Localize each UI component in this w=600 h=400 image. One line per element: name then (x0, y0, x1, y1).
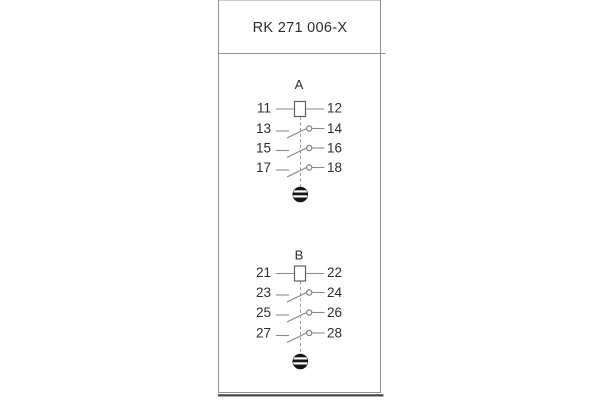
section-a-label: A (294, 77, 304, 92)
terminal-label: 27 (255, 325, 271, 341)
terminal-label: 13 (255, 121, 271, 136)
contact-row (256, 121, 343, 138)
terminal-label: 11 (256, 100, 271, 116)
contact-point-icon (307, 126, 312, 131)
terminal-label: 17 (255, 160, 271, 175)
indicator-circle (293, 354, 308, 369)
page-title: RK 271 006-X (252, 20, 348, 36)
indicator-circle (293, 187, 308, 202)
contact-row (256, 285, 343, 302)
terminal-label: 14 (327, 121, 343, 136)
terminal-label: 15 (255, 140, 271, 156)
terminal-label: 18 (327, 160, 343, 175)
contact-row (256, 326, 342, 343)
relay-coil-icon (295, 266, 306, 281)
terminal-label: 23 (255, 285, 271, 300)
bottom-bar (218, 394, 384, 396)
terminal-label: 26 (327, 305, 343, 320)
terminal-label: 12 (327, 100, 343, 116)
contact-blade-icon (287, 129, 307, 139)
contact-point-icon (307, 145, 312, 150)
section-b (256, 248, 343, 369)
contact-blade-icon (287, 168, 307, 178)
coil-row (257, 101, 342, 117)
contact-row (256, 305, 342, 322)
relay-coil-icon (295, 102, 306, 117)
terminal-label: 21 (255, 265, 271, 280)
indicator-stripe (292, 362, 309, 364)
contact-blade-icon (287, 313, 307, 323)
contact-point-icon (307, 330, 312, 335)
contact-blade-icon (287, 333, 307, 343)
indicator-stripe (292, 190, 309, 192)
slotted-indicator-icon (292, 354, 309, 369)
terminal-label: 16 (327, 140, 343, 156)
slotted-indicator-icon (292, 187, 309, 202)
terminal-label: 25 (255, 305, 271, 320)
contact-blade-icon (287, 293, 307, 303)
contact-point-icon (307, 310, 312, 315)
terminal-label: 22 (327, 265, 343, 280)
contact-point-icon (307, 165, 312, 170)
contact-row (256, 160, 342, 177)
contact-row (256, 141, 342, 158)
contact-blade-icon (287, 148, 307, 158)
section-b-label: B (294, 247, 304, 263)
indicator-stripe (292, 357, 309, 359)
indicator-stripe (292, 195, 309, 197)
terminal-label: 28 (327, 325, 343, 341)
contact-point-icon (307, 290, 312, 295)
coil-row (256, 265, 342, 281)
terminal-label: 24 (327, 285, 343, 300)
title-box (253, 20, 348, 36)
section-a (256, 77, 343, 202)
